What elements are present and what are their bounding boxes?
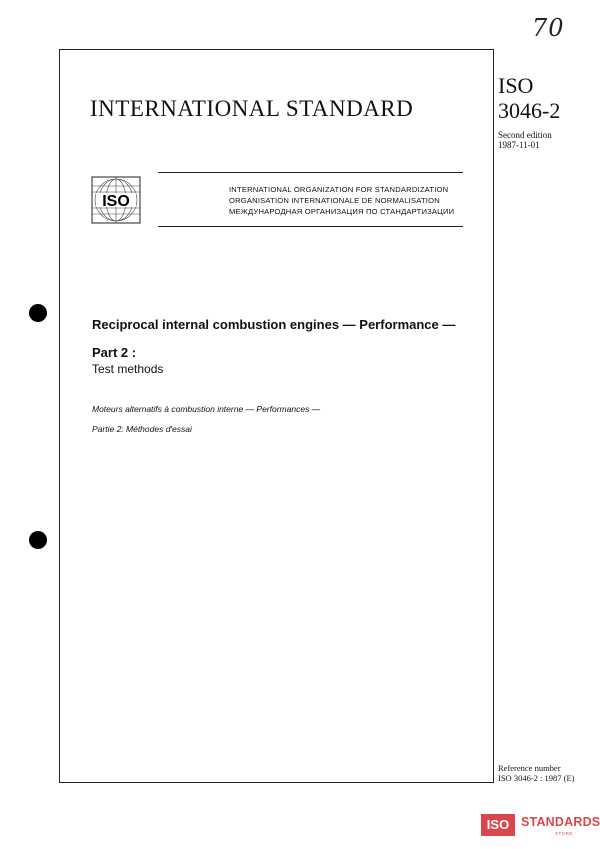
org-name-english: INTERNATIONAL ORGANIZATION FOR STANDARDIZATION [229,185,449,194]
part-name: Test methods [92,362,164,376]
document-frame [59,49,494,783]
watermark-subtext: STORE [555,831,573,836]
french-part: Partie 2: Méthodes d'essai [92,424,192,434]
reference-number: ISO 3046-2 : 1987 (E) [498,773,575,783]
document-title: Reciprocal internal combustion engines — Performance — [92,317,456,332]
iso-label: ISO [498,73,534,98]
iso-globe-logo-icon [90,175,142,225]
reference-label: Reference number [498,763,561,773]
edition-label: Second edition [498,130,552,140]
binder-hole [29,531,47,549]
edition-date: 1987-11-01 [498,140,540,150]
standard-type-heading: INTERNATIONAL STANDARD [90,96,414,121]
handwritten-page-number: 70 [532,14,565,42]
watermark-text: STANDARDS [521,815,600,829]
logo-text: ISO [102,193,130,210]
standard-number: 3046-2 [498,98,561,123]
divider-bottom [158,226,463,227]
french-title: Moteurs alternatifs à combustion interne — Performances — [92,404,321,414]
org-name-french: ORGANISATION INTERNATIONALE DE NORMALISATION [229,196,440,205]
org-name-russian: МЕЖДУНАРОДНАЯ ОРГАНИЗАЦИЯ ПО СТАНДАРТИЗАЦИИ [229,207,455,216]
binder-hole [29,304,47,322]
divider-top [158,172,463,173]
watermark-badge: ISO [481,814,515,836]
iso-standards-watermark [481,814,600,840]
part-number: Part 2 : [92,345,137,360]
